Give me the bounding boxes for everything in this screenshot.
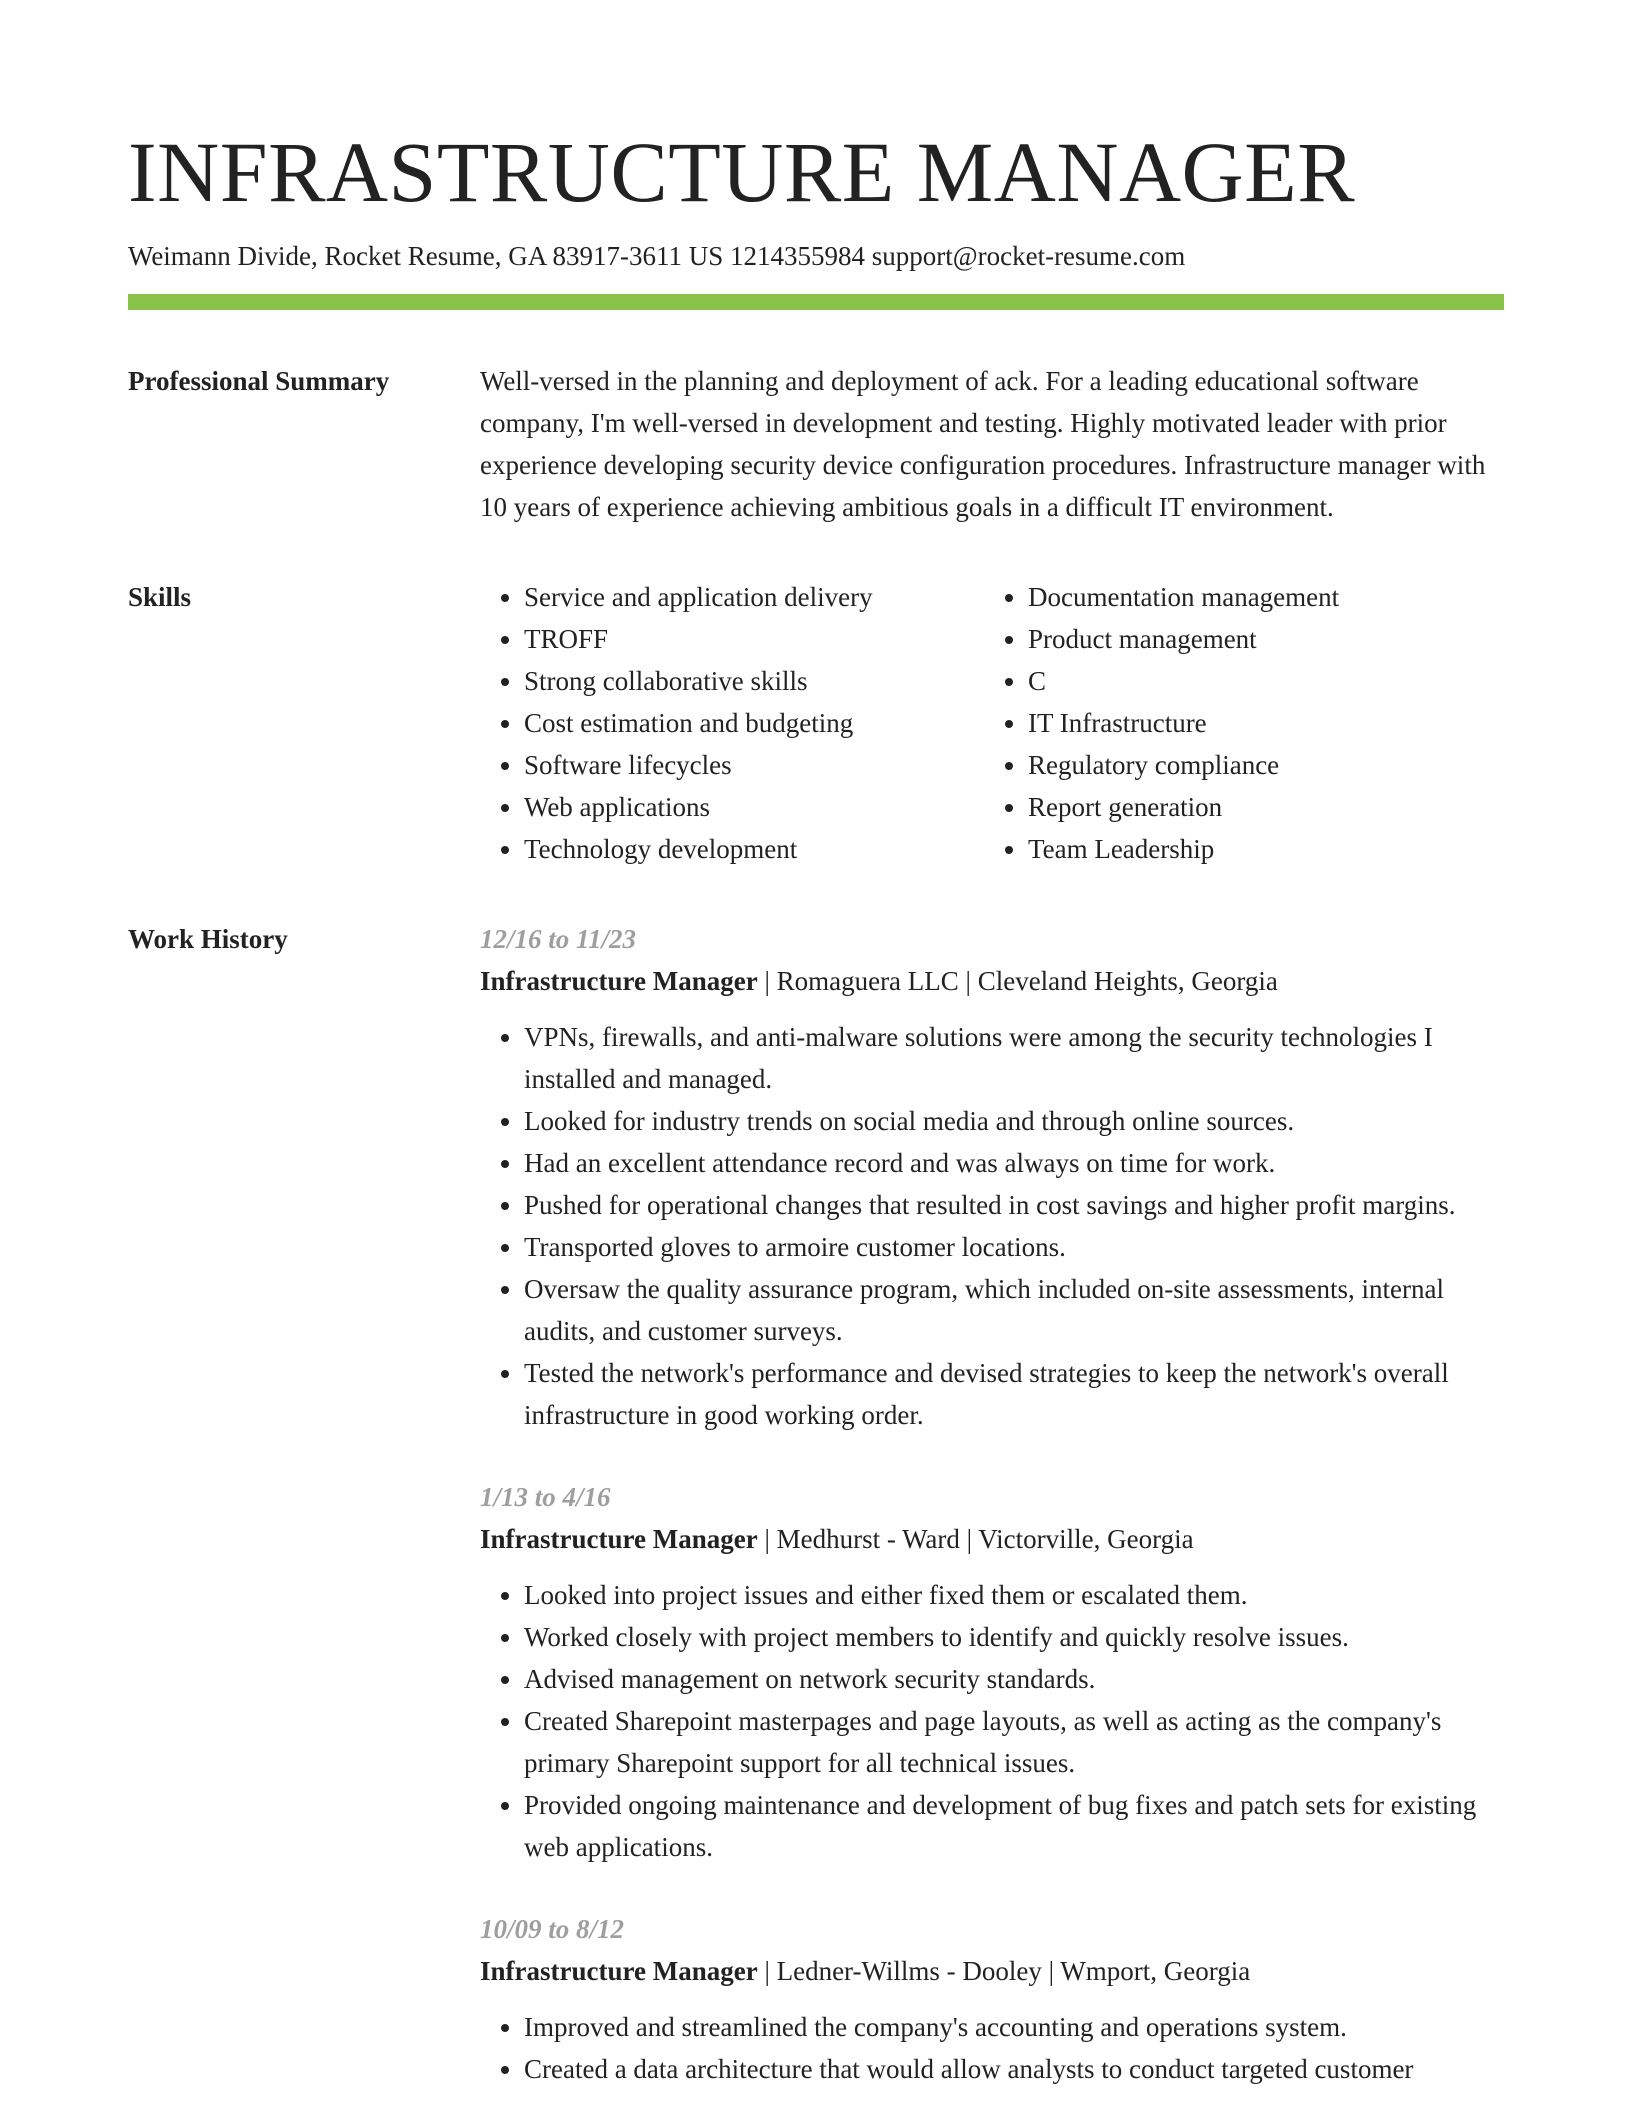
- job-bullets: [480, 1574, 1504, 1868]
- work-history-label: Work History: [128, 924, 288, 954]
- skill-item: • Report generation: [1028, 786, 1339, 828]
- job-heading: [480, 1950, 1504, 1992]
- skill-item: • Software lifecycles: [524, 744, 984, 786]
- skill-item: • Service and application delivery: [524, 576, 984, 618]
- job-details: | Romaguera LLC | Cleveland Heights, Georgia: [757, 966, 1278, 996]
- job-bullet: • Pushed for operational changes that resulted in cost savings and higher profit margins.: [524, 1184, 1504, 1226]
- skill-item: • Technology development: [524, 828, 984, 870]
- job-dates: 10/09 to 8/12: [480, 1914, 625, 1944]
- skills-body: [480, 576, 1504, 870]
- job-bullets: [480, 2006, 1504, 2090]
- skills-label: Skills: [128, 582, 192, 612]
- job-bullet: • Worked closely with project members to identify and quickly resolve issues.: [524, 1616, 1504, 1658]
- skills-section: [128, 576, 1504, 870]
- job-title: Infrastructure Manager: [480, 1956, 758, 1986]
- job-details: | Medhurst - Ward | Victorville, Georgia: [757, 1524, 1194, 1554]
- skill-item: • TROFF: [524, 618, 984, 660]
- skill-item: • Web applications: [524, 786, 984, 828]
- job-bullet: • Looked for industry trends on social media and through online sources.: [524, 1100, 1504, 1142]
- job-title: Infrastructure Manager: [480, 1524, 758, 1554]
- contact-line: Weimann Divide, Rocket Resume, GA 83917-3611 US 1214355984 support@rocket-resume.com: [128, 241, 1186, 271]
- skill-item: • Product management: [1028, 618, 1339, 660]
- job-dates: 12/16 to 11/23: [480, 924, 637, 954]
- job-dates: 1/13 to 4/16: [480, 1482, 611, 1512]
- work-history-section: [128, 918, 1504, 2112]
- job-heading: [480, 960, 1504, 1002]
- job-bullet: • VPNs, firewalls, and anti-malware solutions were among the security technologies I installed and managed.: [524, 1016, 1504, 1100]
- skill-item: • Team Leadership: [1028, 828, 1339, 870]
- job-bullet: • Created a data architecture that would allow analysts to conduct targeted customer: [524, 2048, 1504, 2090]
- skill-item: • C: [1028, 660, 1339, 702]
- summary-label: Professional Summary: [128, 366, 390, 396]
- job-details: | Ledner-Willms - Dooley | Wmport, Georgia: [757, 1956, 1251, 1986]
- job-bullet: • Had an excellent attendance record and was always on time for work.: [524, 1142, 1504, 1184]
- job-bullet: • Looked into project issues and either fixed them or escalated them.: [524, 1574, 1504, 1616]
- summary-text: Well-versed in the planning and deployment of ack. For a leading educational software company, I'm well-versed in development and testing. Highly motivated leader with prior experience developing security device configuration procedures. Infrastructure manager with 10 years of experience achieving ambitious goals in a difficult IT environment.: [480, 366, 1486, 522]
- job-bullet: • Oversaw the quality assurance program, which included on-site assessments, internal audits, and customer surveys.: [524, 1268, 1504, 1352]
- skills-list-left: [480, 576, 984, 870]
- skill-item: • Documentation management: [1028, 576, 1339, 618]
- job-heading: [480, 1518, 1504, 1560]
- summary-section: [128, 360, 1504, 528]
- work-history-body: [480, 918, 1504, 2112]
- skill-item: • Cost estimation and budgeting: [524, 702, 984, 744]
- job-bullet: • Advised management on network security standards.: [524, 1658, 1504, 1700]
- job-entry: [480, 918, 1504, 1436]
- job-bullet: • Tested the network's performance and devised strategies to keep the network's overall infrastructure in good working order.: [524, 1352, 1504, 1436]
- job-bullet: • Transported gloves to armoire customer locations.: [524, 1226, 1504, 1268]
- skill-item: • Strong collaborative skills: [524, 660, 984, 702]
- job-bullet: • Created Sharepoint masterpages and page layouts, as well as acting as the company's primary Sharepoint support for all technical issues.: [524, 1700, 1504, 1784]
- skill-item: • Regulatory compliance: [1028, 744, 1339, 786]
- job-bullets: [480, 1016, 1504, 1436]
- job-bullet: • Improved and streamlined the company's accounting and operations system.: [524, 2006, 1504, 2048]
- skills-list-right: [984, 576, 1339, 870]
- job-title: Infrastructure Manager: [480, 966, 758, 996]
- job-entry: [480, 1476, 1504, 1868]
- job-bullet: • Provided ongoing maintenance and development of bug fixes and patch sets for existing web applications.: [524, 1784, 1504, 1868]
- resume-title: INFRASTRUCTURE MANAGER: [128, 124, 1356, 220]
- accent-divider: [128, 294, 1504, 310]
- skill-item: • IT Infrastructure: [1028, 702, 1339, 744]
- job-entry: [480, 1908, 1504, 2090]
- summary-body: [480, 360, 1504, 528]
